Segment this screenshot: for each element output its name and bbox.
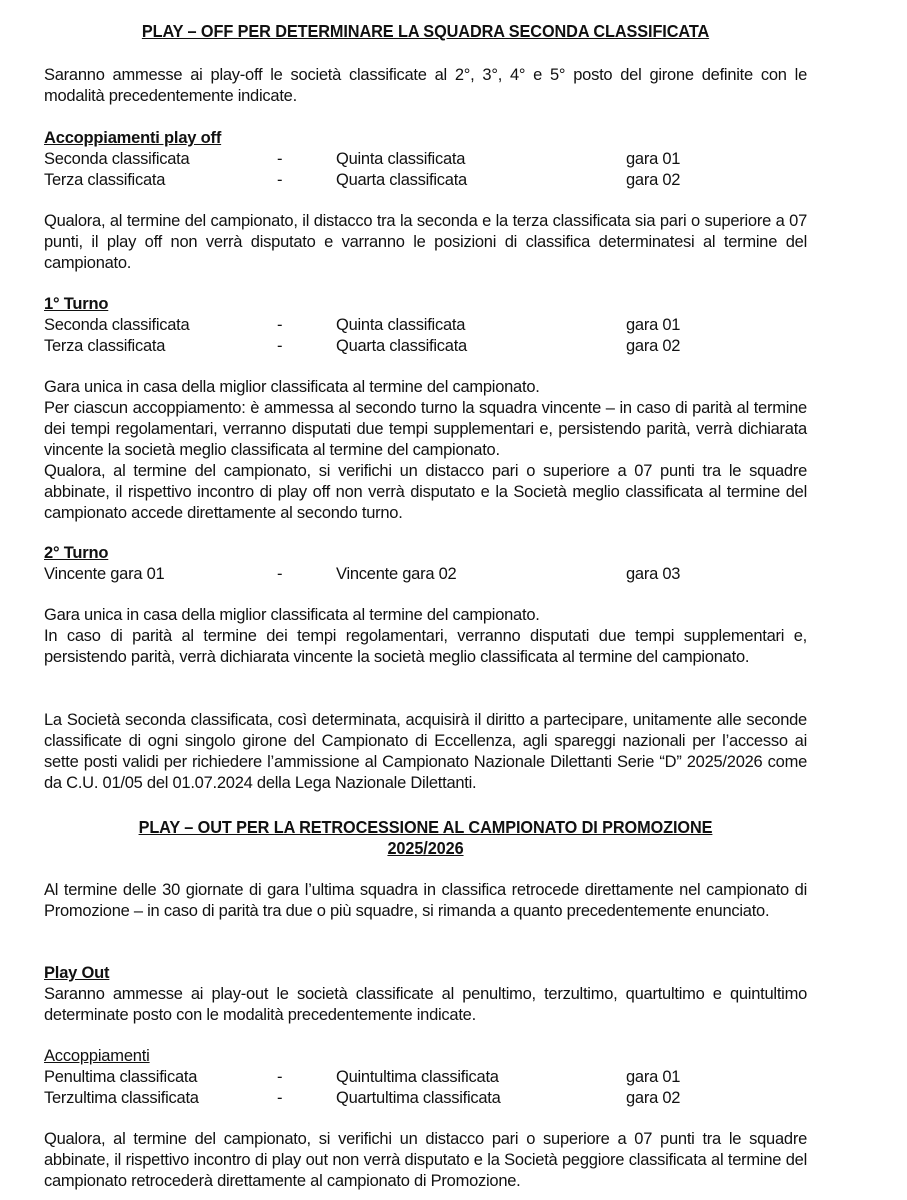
round1-heading: 1° Turno [44,295,109,313]
pairing-home: Seconda classificata [44,316,190,334]
pairing-away: Quintultima classificata [336,1068,499,1086]
pairing-away: Quinta classificata [336,150,466,168]
pairing-game: gara 01 [626,1068,681,1086]
playoff-outcome-paragraph: La Società seconda classificata, così determinata, acquisirà il diritto a partecipare, unitamente alle seconde classificate di ogni singolo girone del Campionato di Eccellenza, agli spareggi nazionali per l’accesso ai sette posti validi per richiedere l’ammissione al Campionato Nazionale Dilettanti Serie “D” 2025/2026 come da C.U. 01/05 del 01.07.2024 della Lega Nazionale Dilettanti. [44,711,807,792]
round2-heading: 2° Turno [44,544,109,562]
playout-gap-rule-paragraph: Qualora, al termine del campionato, si verifichi un distacco pari o superiore a 07 punti tra le squadre abbinate, il rispettivo incontro di play out non verrà disputato e la Società peggiore classificata al termine del campionato retrocederà direttamente al campionato di Promozione. [44,1130,807,1190]
pairing-game: gara 02 [626,337,681,355]
round1-single-match-paragraph: Gara unica in casa della miglior classificata al termine del campionato. [44,378,540,396]
pairing-row [44,149,807,170]
pairing-away: Vincente gara 02 [336,565,457,583]
playoff-section-title: PLAY – OFF PER DETERMINARE LA SQUADRA SECONDA CLASSIFICATA [141,21,710,41]
pairing-game: gara 01 [626,150,681,168]
pairing-separator: - [277,1068,283,1086]
pairing-row [44,170,807,191]
round1-tiebreak-paragraph: Per ciascun accoppiamento: è ammessa al secondo turno la squadra vincente – in caso di parità al termine dei tempi regolamentari, verranno disputati due tempi supplementari e, persistendo parità, verrà dichiarata vincente la società meglio classificata al termine del campionato. [44,399,807,459]
pairing-away: Quarta classificata [336,171,467,189]
round1-section [44,294,807,357]
pairing-home: Terza classificata [44,171,166,189]
pairing-home: Terza classificata [44,337,166,355]
pairing-away: Quartultima classificata [336,1089,501,1107]
round2-tiebreak-paragraph: In caso di parità al termine dei tempi regolamentari, verranno disputati due tempi supplementari e, persistendo parità, verrà dichiarata vincente la società meglio classificata al termine del campionato. [44,627,807,666]
round2-text [44,605,807,668]
pairing-away: Quinta classificata [336,316,466,334]
pairing-separator: - [277,171,283,189]
playoff-intro-paragraph: Saranno ammesse ai play-off le società classificate al 2°, 3°, 4° e 5° posto del girone definite con le modalità precedentemente indicate. [44,66,807,105]
pairing-row [44,1088,807,1109]
playout-intro-paragraph: Al termine delle 30 giornate di gara l’ultima squadra in classifica retrocede direttamente nel campionato di Promozione – in caso di parità tra due o più squadre, si rimanda a quanto precedentemente enunciato. [44,881,807,920]
pairing-separator: - [277,316,283,334]
playout-admission-paragraph: Saranno ammesse ai play-out le società classificate al penultimo, terzultimo, quartultimo e quintultimo determinate posto con le modalità precedentemente indicate. [44,985,807,1024]
pairing-row [44,315,807,336]
round1-gap-rule-paragraph: Qualora, al termine del campionato, si verifichi un distacco pari o superiore a 07 punti tra le squadre abbinate, il rispettivo incontro di play off non verrà disputato e la Società meglio classificata al termine del campionato accede direttamente al secondo turno. [44,462,807,522]
playout-pairings-heading: Accoppiamenti [44,1047,150,1065]
pairing-row [44,336,807,357]
round2-single-match-paragraph: Gara unica in casa della miglior classificata al termine del campionato. [44,606,540,624]
pairing-home: Terzultima classificata [44,1089,199,1107]
pairing-row [44,1067,807,1088]
playout-section [44,963,807,1026]
pairing-separator: - [277,150,283,168]
pairing-game: gara 01 [626,316,681,334]
pairing-separator: - [277,337,283,355]
pairing-row [44,564,807,585]
pairing-separator: - [277,565,283,583]
playout-section-title-year: 2025/2026 [387,838,464,858]
playout-section-title: PLAY – OUT PER LA RETROCESSIONE AL CAMPIONATO DI PROMOZIONE [138,817,713,837]
round1-text [44,377,807,524]
pairing-game: gara 02 [626,1089,681,1107]
pairing-game: gara 03 [626,565,681,583]
pairing-separator: - [277,1089,283,1107]
pairing-away: Quarta classificata [336,337,467,355]
playoff-pairings [44,128,807,191]
pairing-home: Vincente gara 01 [44,565,165,583]
playout-pairings [44,1046,807,1109]
playout-heading: Play Out [44,964,110,982]
pairing-game: gara 02 [626,171,681,189]
round2-section [44,543,807,585]
playoff-pairings-heading: Accoppiamenti play off [44,129,222,147]
playoff-gap-rule-paragraph: Qualora, al termine del campionato, il distacco tra la seconda e la terza classificata sia pari o superiore a 07 punti, il play off non verrà disputato e varranno le posizioni di classifica determinatesi al termine del campionato. [44,212,807,272]
pairing-home: Penultima classificata [44,1068,198,1086]
pairing-home: Seconda classificata [44,150,190,168]
